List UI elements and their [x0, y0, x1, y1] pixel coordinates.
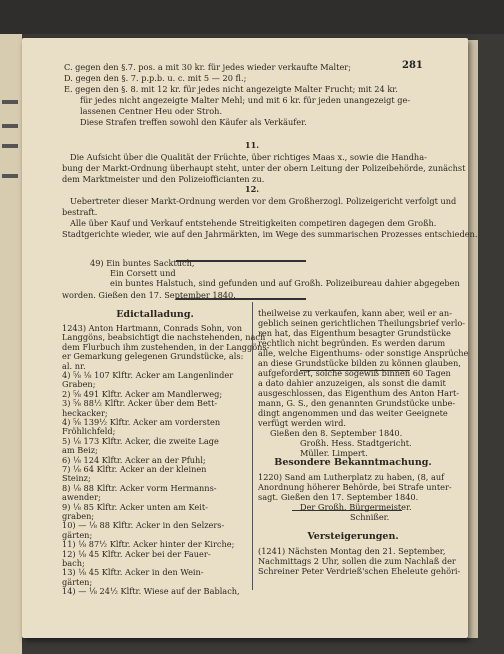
paragraph-line: verfügt werden wird.	[258, 418, 346, 428]
paragraph-line: 1220) Sand am Lutherplatz zu haben, (8, auf	[258, 472, 445, 482]
list-item: gärten;	[62, 529, 93, 540]
paragraph-line: aufgefordert, solche sogewiß binnen 60 Tagen	[258, 368, 451, 378]
list-item: 8) ⅛ 88 Klftr. Acker vorm Hermanns-	[62, 482, 217, 493]
paragraph-line: Diese Strafen treffen sowohl den Käufer als Verkäufer.	[80, 117, 307, 127]
list-item: 3) ⅝ 88½ Klftr. Acker über dem Bett-	[62, 398, 218, 409]
list-item: 7) ⅛ 64 Klftr. Acker an der kleinen	[62, 464, 207, 474]
paragraph-line: Der Großh. Bürgermeister.	[300, 502, 412, 512]
list-item: Langgöns, beabsichtigt die nachstehenden, nach	[62, 332, 266, 343]
list-item: 1243) Anton Hartmann, Conrads Sohn, von	[62, 323, 242, 333]
list-item: 5) ⅛ 173 Klftr. Acker, die zweite Lage	[62, 435, 219, 446]
paragraph-line: Uebertreter dieser Markt-Ordnung werden vor dem Großherzogl. Polizeigericht verfolgt und	[70, 196, 457, 206]
paragraph-line: E. gegen den §. 8. mit 12 kr. für jedes nicht angezeigte Malter Frucht; mit 24 kr.	[64, 84, 398, 94]
paragraph-line: theilweise zu verkaufen, kann aber, weil er an-	[258, 308, 452, 318]
paragraph-line: Anordnung höherer Behörde, bei Strafe unter-	[258, 482, 452, 492]
paragraph-line: lassenen Centner Heu oder Stroh.	[80, 106, 223, 116]
notice-line: 49) Ein buntes Sacktuch,	[90, 258, 195, 268]
list-item: graben;	[62, 511, 95, 521]
list-item: 10) — ⅛ 88 Klftr. Acker in den Selzers-	[62, 520, 225, 531]
list-item: 11) ⅛ 87½ Klftr. Acker hinter der Kirche;	[62, 539, 235, 550]
list-item: er Gemarkung gelegenen Grundstücke, als:	[62, 351, 244, 362]
list-item: 12) ⅛ 45 Klftr. Acker bei der Fauer-	[62, 548, 211, 559]
paragraph-line: ren hat, das Eigenthum besagter Grundstücke	[258, 328, 451, 338]
list-item: 4) ⅝ ⅛ 107 Klftr. Acker am Langenlinder	[62, 370, 234, 380]
paragraph-line: D. gegen den §. 7. p.p.b. u. c. mit 5 — 20 fl.;	[64, 73, 247, 83]
list-item: gärten;	[62, 576, 93, 587]
paragraph-line: Gießen den 8. September 1840.	[270, 428, 403, 438]
paragraph-line: a dato dahier anzuzeigen, als sonst die damit	[258, 378, 446, 388]
page-number: 281	[402, 60, 423, 71]
section-number: 12.	[244, 184, 260, 194]
section-heading: Besondere Bekanntmachung.	[274, 457, 432, 468]
notice-line: worden. Gießen den 17. September 1840.	[62, 290, 236, 300]
list-item: 2) ⅝ 491 Klftr. Acker am Mandlerweg;	[62, 388, 223, 399]
paragraph-line: C. gegen den §.7. pos. a mit 30 kr. für jedes wieder verkaufte Malter;	[64, 62, 351, 72]
paragraph-line: Schnißer.	[350, 512, 390, 522]
paragraph-line: Schreiner Peter Verdrieß'schen Eheleute gehöri-	[258, 566, 461, 576]
paragraph-line: an diese Grundstücke bilden zu können glauben,	[258, 358, 461, 368]
list-item: 13) ⅛ 45 Klftr. Acker in den Wein-	[62, 567, 204, 578]
paragraph-line: Die Aufsicht über die Qualität der Früchte, über richtiges Maas x., sowie die Handha-	[70, 152, 427, 162]
list-item: dem Flurbuch ihm zustehenden, in der Langgöns-	[62, 341, 270, 352]
section-number: 11.	[244, 140, 260, 150]
margin-mark	[2, 174, 18, 178]
list-item: Fröhlichfeld;	[62, 426, 116, 437]
paragraph-line: Stadtgerichte wieder, wie auf den Jahrmärkten, im Wege des summarischen Prozesses entschieden.	[62, 229, 478, 239]
list-item: 9) ⅛ 85 Klftr. Acker unten am Keit-	[62, 501, 208, 512]
section-heading: Versteigerungen.	[307, 531, 399, 542]
margin-mark	[2, 124, 18, 128]
paragraph-line: rechtlich nicht begründen. Es werden darum	[258, 338, 446, 348]
list-item: bach;	[62, 558, 85, 568]
divider	[176, 260, 306, 262]
list-item: Graben;	[62, 379, 96, 390]
list-item: 6) ⅛ 124 Klftr. Acker an der Pfuhl;	[62, 454, 206, 465]
paragraph-line: bung der Markt-Ordnung überhaupt steht, unter der obern Leitung der Polizeibehörde, zunächst	[62, 163, 466, 173]
section-heading: Edictalladung.	[116, 309, 194, 320]
paragraph-line: Müller. Limpert.	[300, 448, 368, 458]
paragraph-line: Alle über Kauf und Verkauf entstehende Streitigkeiten competiren dagegen dem Großh.	[70, 218, 437, 228]
paragraph-line: (1241) Nächsten Montag den 21. September,	[258, 546, 446, 556]
paragraph-line: für jedes nicht angezeigte Malter Mehl; und mit 6 kr. für jeden unangezeigt ge-	[80, 95, 411, 105]
list-item: heckacker;	[62, 407, 108, 418]
list-item: 4) ⅝ 139½ Klftr. Acker am vordersten	[62, 417, 221, 427]
page-edge	[468, 40, 478, 638]
list-item: awender;	[62, 492, 101, 503]
paragraph-line: Großh. Hess. Stadtgericht.	[300, 438, 412, 448]
paragraph-line: dem Marktmeister und den Polizeiofficianten zu.	[62, 174, 265, 184]
left-page-edge	[0, 34, 22, 654]
paragraph-line: ausgeschlossen, das Eigenthum des Anton Hart-	[258, 388, 460, 398]
paragraph-line: sagt. Gießen den 17. September 1840.	[258, 492, 419, 502]
paragraph-line: bestraft.	[62, 207, 98, 217]
paragraph-line: Nachmittags 2 Uhr, sollen die zum Nachlaß der	[258, 556, 456, 566]
paragraph-line: mann, G. S., den genannten Grundstücke unbe-	[258, 398, 456, 408]
background-top	[0, 0, 504, 34]
list-item: am Beiz;	[62, 445, 98, 456]
list-item: 14) — ⅛ 24½ Klftr. Wiese auf der Bablach,	[62, 586, 240, 597]
paragraph-line: geblich seinen gerichtlichen Theilungsbrief verlo-	[258, 318, 466, 328]
list-item: Steinz;	[62, 473, 91, 484]
notice-line: ein buntes Halstuch, sind gefunden und auf Großh. Polizeibureau dahier abgegeben	[110, 278, 460, 288]
margin-mark	[2, 100, 18, 104]
paragraph-line: alle, welche Eigenthums- oder sonstige Ansprüche	[258, 348, 469, 358]
notice-line: Ein Corsett und	[110, 268, 176, 278]
paragraph-line: dingt angenommen und das weiter Geeignete	[258, 408, 448, 418]
list-item: al. nr.	[62, 360, 86, 371]
